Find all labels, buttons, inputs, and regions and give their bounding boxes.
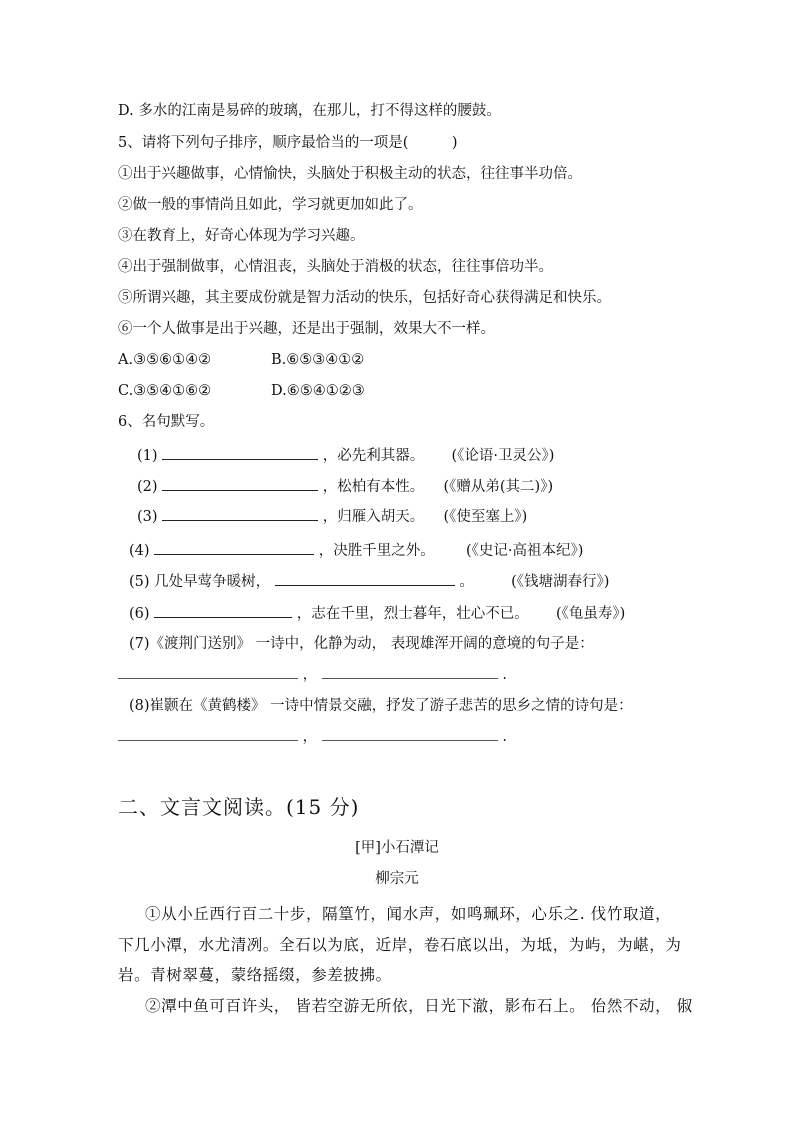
passage-author: 柳宗元 <box>375 871 419 887</box>
section-2-title: 二、文言文阅读。(15 分) <box>118 795 360 819</box>
q6-item-8: (8)崔颢在《黄鹤楼》 一诗中情景交融，抒发了游子悲苦的思乡之情的诗句是： <box>129 698 633 714</box>
item-text: ，决胜千里之外。 <box>318 543 435 559</box>
answer-blank[interactable] <box>154 603 292 618</box>
answer-blank[interactable] <box>154 540 314 555</box>
q6-item-1 <box>137 445 554 466</box>
answer-end: . <box>502 667 507 683</box>
item-text: ，归雁入胡天。 <box>322 509 425 525</box>
q5-option-b: B.⑥⑤③④①② <box>271 352 365 368</box>
q4-option-d: D. 多水的江南是易碎的玻璃，在那儿，打不得这样的腰鼓。 <box>118 103 501 119</box>
passage-para-1-line-1: ①从小丘西行百二十步，隔篁竹，闻水声，如鸣珮环，心乐之. 伐竹取道， <box>145 905 672 923</box>
q6-item-6 <box>129 603 625 624</box>
q6-item-7-answer <box>118 664 507 685</box>
q5-question: 5、请将下列句子排序，顺序最恰当的一项是( ) <box>118 135 458 151</box>
item-number: (6) <box>129 606 150 622</box>
q6-item-4 <box>129 540 583 561</box>
answer-blank[interactable] <box>322 726 498 741</box>
answer-blank[interactable] <box>162 506 318 521</box>
passage-para-1-line-2: 下几小潭，水尤清冽。全石以为底，近岸，卷石底以出，为坻，为屿，为嵁，为 <box>118 936 682 954</box>
item-number: (1) <box>137 448 158 464</box>
q5-option-d: D.⑥⑤④①②③ <box>271 383 365 399</box>
q5-option-c: C.③⑤④①⑥② <box>118 383 212 399</box>
answer-blank[interactable] <box>275 571 455 586</box>
item-text: 。 <box>459 574 474 590</box>
item-number: (4) <box>129 543 150 559</box>
passage-title: [甲]小石潭记 <box>355 840 439 856</box>
q6-item-7: (7)《渡荆门送别》 一诗中，化静为动， 表现雄浑开阔的意境的句子是： <box>129 636 594 652</box>
item-source: (《论语·卫灵公》) <box>451 448 555 464</box>
item-text-pre: 几处早莺争暖树， <box>154 574 271 590</box>
item-number: (3) <box>137 509 158 525</box>
item-text: ，松柏有本性。 <box>322 479 425 495</box>
item-number: (2) <box>137 479 158 495</box>
item-source: (《赠从弟(其二)》) <box>443 479 554 495</box>
q5-sentence-3: ③在教育上，好奇心体现为学习兴趣。 <box>118 228 365 244</box>
q6-item-3 <box>137 506 527 527</box>
item-source: (《龟虽寿》) <box>555 606 626 622</box>
item-source: (《钱塘湖春行》) <box>511 574 610 590</box>
q6-item-2 <box>137 476 553 497</box>
answer-blank[interactable] <box>162 445 318 460</box>
answer-separator: ， <box>302 667 318 683</box>
q5-sentence-6: ⑥一个人做事是出于兴趣，还是出于强制，效果大不一样。 <box>118 321 495 337</box>
passage-para-2-line-1: ②潭中鱼可百许头， 皆若空游无所依，日光下澈，影布石上。 佁然不动， 俶 <box>145 997 693 1015</box>
q5-sentence-5: ⑤所谓兴趣，其主要成份就是智力活动的快乐，包括好奇心获得满足和快乐。 <box>118 290 611 306</box>
item-text: ，志在千里，烈士暮年，壮心不已。 <box>296 606 529 622</box>
q5-sentence-4: ④出于强制做事，心情沮丧，头脑处于消极的状态，往往事倍功半。 <box>118 259 553 275</box>
q6-item-8-answer <box>118 726 507 747</box>
answer-end: . <box>502 729 507 745</box>
q5-option-a: A.③⑤⑥①④② <box>118 352 212 368</box>
answer-blank[interactable] <box>118 664 298 679</box>
item-number: (5) <box>129 574 150 590</box>
answer-blank[interactable] <box>322 664 498 679</box>
q5-sentence-2: ②做一般的事情尚且如此，学习就更加如此了。 <box>118 197 423 213</box>
q6-title: 6、名句默写。 <box>118 414 215 430</box>
answer-separator: ， <box>302 729 318 745</box>
answer-blank[interactable] <box>118 726 298 741</box>
passage-para-1-line-3: 岩。青树翠蔓，蒙络摇缀，参差披拂。 <box>118 966 392 984</box>
item-source: (《使至塞上》) <box>443 509 528 525</box>
q6-item-5 <box>129 571 609 592</box>
q5-sentence-1: ①出于兴趣做事，心情愉快，头脑处于积极主动的状态，往往事半功倍。 <box>118 166 582 182</box>
item-text: ，必先利其器。 <box>322 448 425 464</box>
answer-blank[interactable] <box>162 476 318 491</box>
item-source: (《史记·高祖本纪》) <box>465 543 584 559</box>
